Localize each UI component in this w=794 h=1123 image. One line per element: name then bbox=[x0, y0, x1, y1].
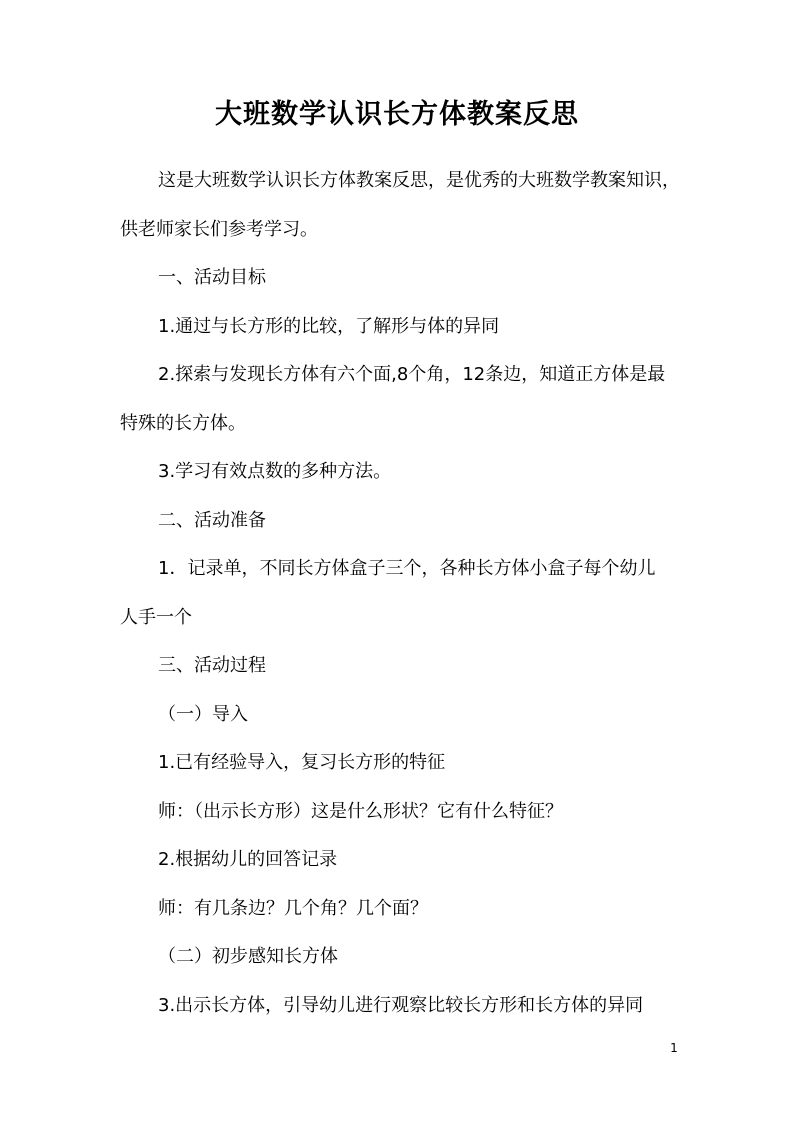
paragraph-line: 特殊的长方体。 bbox=[120, 413, 246, 434]
section-heading: 二、活动准备 bbox=[158, 510, 266, 531]
paragraph-line: 3.学习有效点数的多种方法。 bbox=[158, 461, 392, 482]
paragraph-line: 这是大班数学认识长方体教案反思，是优秀的大班数学教案知识， bbox=[158, 170, 680, 191]
page-number: 1 bbox=[670, 1041, 678, 1055]
section-heading: 一、活动目标 bbox=[158, 267, 266, 288]
subsection-heading: （一）导入 bbox=[158, 704, 248, 725]
paragraph-line: 人手一个 bbox=[120, 607, 192, 628]
paragraph-line: 1．记录单，不同长方体盒子三个，各种长方体小盒子每个幼儿 bbox=[158, 558, 656, 579]
paragraph-line: 1.已有经验导入，复习长方形的特征 bbox=[158, 752, 446, 773]
paragraph-line: 2.根据幼儿的回答记录 bbox=[158, 849, 338, 870]
paragraph-line: 1.通过与长方形的比较，了解形与体的异同 bbox=[158, 316, 500, 337]
section-heading: 三、活动过程 bbox=[158, 655, 266, 676]
document-title: 大班数学认识长方体教案反思 bbox=[215, 99, 579, 130]
paragraph-line: 2.探索与发现长方体有六个面,8个角，12条边，知道正方体是最 bbox=[158, 364, 666, 385]
subsection-heading: （二）初步感知长方体 bbox=[158, 946, 338, 967]
paragraph-line: 3.出示长方体，引导幼儿进行观察比较长方形和长方体的异同 bbox=[158, 995, 644, 1016]
paragraph-line: 师：有几条边？几个角？几个面？ bbox=[158, 898, 428, 919]
paragraph-line: 师：（出示长方形）这是什么形状？它有什么特征？ bbox=[158, 801, 563, 822]
paragraph-line: 供老师家长们参考学习。 bbox=[120, 219, 318, 240]
